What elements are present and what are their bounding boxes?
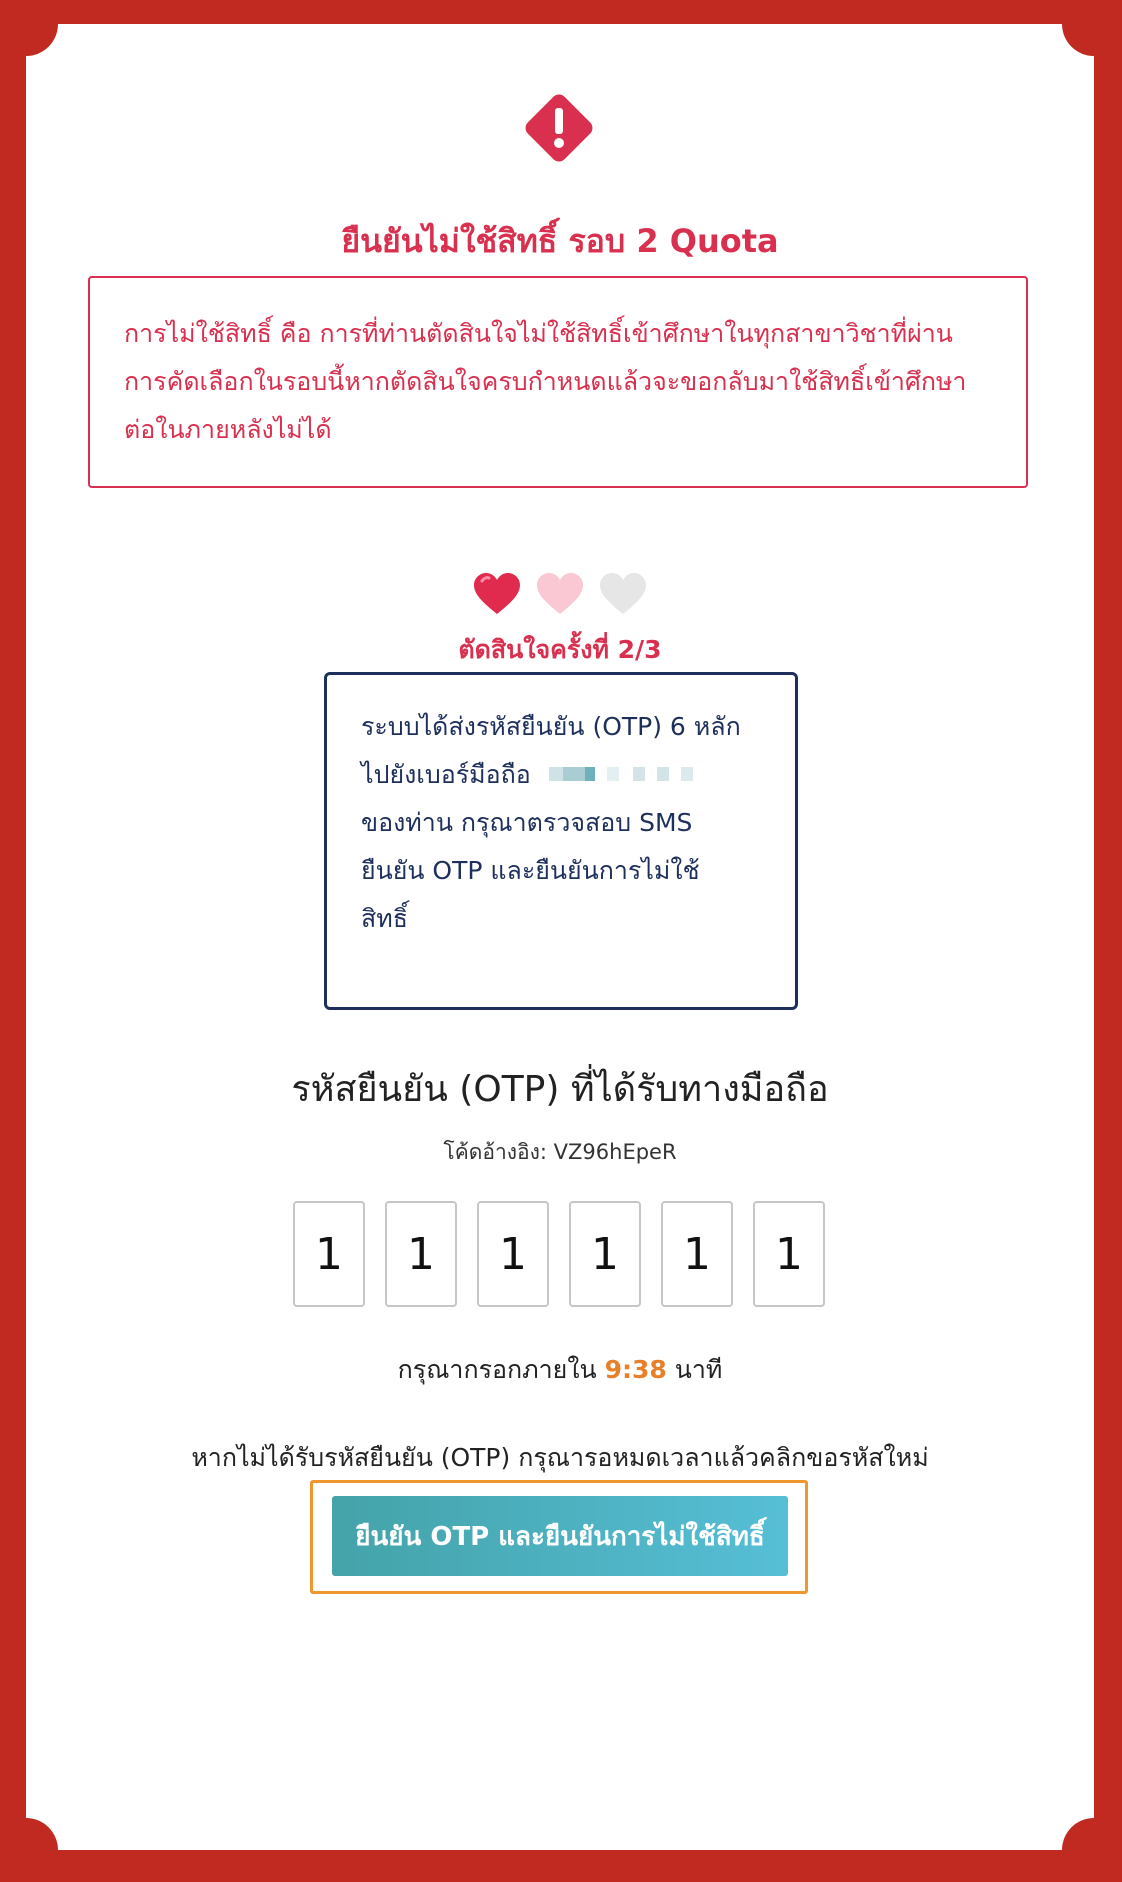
attempt-counter: ตัดสินใจครั้งที่ 2/3 [458, 635, 662, 664]
corner-notch [1062, 0, 1122, 56]
sms-notice-line: ของท่าน กรุณาตรวจสอบ SMS [361, 808, 693, 837]
notice-text: การไม่ใช้สิทธิ์ คือ การที่ท่านตัดสินใจไม่ใช้สิทธิ์เข้าศึกษาในทุกสาขาวิชาที่ผ่านการคัดเลือกในรอบนี้หากตัดสินใจครบกำหนดแล้วจะขอกลับมาใช้สิทธิ์เข้าศึกษาต่อในภายหลังไม่ได้ [124, 319, 967, 444]
otp-input-group [293, 1201, 829, 1309]
attempt-hearts [26, 572, 1094, 616]
corner-notch [1062, 1818, 1122, 1882]
masked-phone-number [549, 767, 709, 781]
notice-box [88, 276, 1028, 488]
sms-notice-line: ยืนยัน OTP และยืนยันการไม่ใช้ [361, 856, 700, 885]
sms-notice-phone-line [361, 751, 761, 799]
otp-digit-5[interactable] [661, 1201, 733, 1307]
heart-icon [472, 572, 522, 616]
otp-digit-2[interactable] [385, 1201, 457, 1307]
sms-notice-line: ระบบได้ส่งรหัสยืนยัน (OTP) 6 หลัก [361, 712, 741, 741]
otp-digit-1[interactable] [293, 1201, 365, 1307]
sms-notice-box [324, 672, 798, 1010]
dialog-title: ยืนยันไม่ใช้สิทธิ์ รอบ 2 Quota [341, 222, 779, 260]
dialog-card [26, 24, 1094, 1850]
corner-notch [0, 1818, 58, 1882]
deadline-suffix: นาที [674, 1355, 723, 1384]
otp-reference-code: โค้ดอ้างอิง: VZ96hEpeR [443, 1140, 677, 1164]
countdown-timer: 9:38 [604, 1355, 667, 1384]
heart-icon [535, 572, 585, 616]
resend-hint: หากไม่ได้รับรหัสยืนยัน (OTP) กรุณารอหมดเวลาแล้วคลิกขอรหัสใหม่ [191, 1443, 929, 1472]
otp-digit-3[interactable] [477, 1201, 549, 1307]
corner-notch [0, 0, 58, 56]
warning-diamond-icon [519, 88, 599, 168]
confirm-otp-button[interactable]: ยืนยัน OTP และยืนยันการไม่ใช้สิทธิ์ [332, 1496, 788, 1576]
sms-notice-line: ไปยังเบอร์มือถือ [361, 760, 531, 789]
otp-digit-4[interactable] [569, 1201, 641, 1307]
otp-title: รหัสยืนยัน (OTP) ที่ได้รับทางมือถือ [291, 1069, 829, 1110]
deadline-prefix: กรุณากรอกภายใน [397, 1355, 597, 1384]
otp-deadline [26, 1350, 1094, 1390]
heart-icon [598, 572, 648, 616]
otp-digit-6[interactable] [753, 1201, 825, 1307]
sms-notice-line: สิทธิ์ [361, 904, 408, 933]
